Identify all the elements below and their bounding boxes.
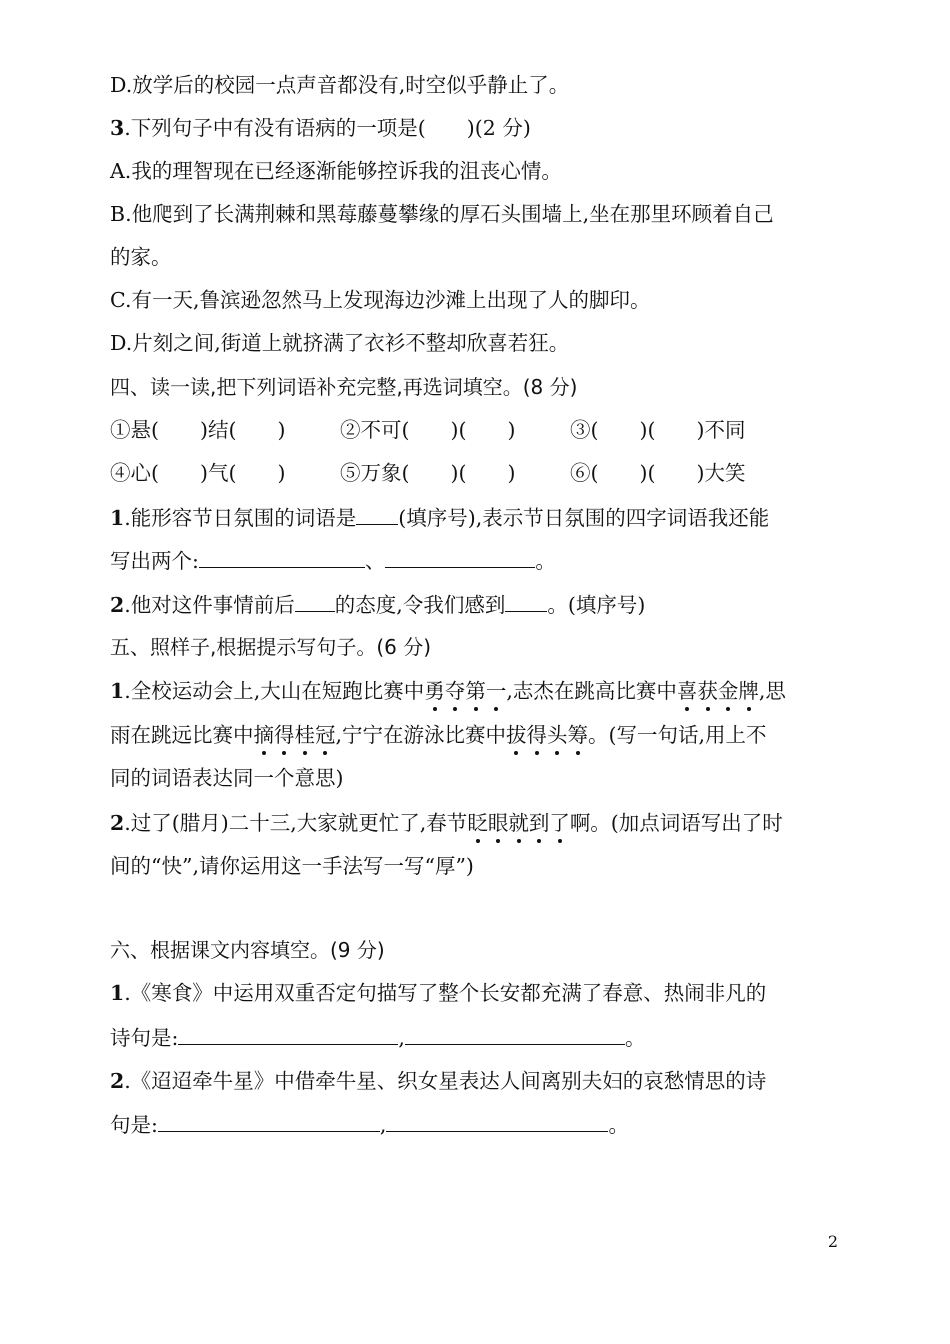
dotted-char: 勇 xyxy=(424,676,445,706)
word-item-3: ③( )( )不同 xyxy=(570,418,746,442)
s5-q1-text: 。(写一句话,用上不 xyxy=(588,723,767,747)
section4-heading: 四、读一读,把下列词语补充完整,再选词填空。(8 分) xyxy=(110,375,578,399)
s5-q1-text: ,思 xyxy=(758,679,786,703)
s6-q2-line2 xyxy=(110,1109,629,1140)
s6-q1-line1 xyxy=(110,978,766,1008)
s4-q1-number: 1 xyxy=(110,506,125,530)
dotted-char: 得 xyxy=(274,720,295,750)
s6-q1-number: 1 xyxy=(110,981,125,1005)
word-item-5: ⑤万象( )( ) xyxy=(340,461,516,485)
s5-q1-number: 1 xyxy=(110,679,125,703)
s4-q2-number: 2 xyxy=(110,593,125,617)
dotted-char: 第 xyxy=(465,676,486,706)
dotted-char: 摘 xyxy=(254,720,275,750)
dotted-char: 头 xyxy=(547,720,568,750)
s6-q1-text: 。 xyxy=(624,1026,646,1050)
s6-q2-text: 句是: xyxy=(110,1113,158,1137)
dotted-char: 牌 xyxy=(738,676,759,706)
s6-q1-line2 xyxy=(110,1022,645,1053)
q3-option-d: D.片刻之间,街道上就挤满了衣衫不整却欣喜若狂。 xyxy=(110,331,570,355)
s4-q1-text-e: 。 xyxy=(535,549,556,573)
s5-q1-text: .全校运动会上,大山在短跑比赛中 xyxy=(124,679,425,703)
fill-blank[interactable] xyxy=(356,502,398,525)
word-item-4: ④心( )气( ) xyxy=(110,461,286,485)
word-item-2: ②不可( )( ) xyxy=(340,418,516,442)
s5-q1-text: ,宁宁在游泳比赛中 xyxy=(335,723,507,747)
fill-blank[interactable] xyxy=(385,545,535,568)
dotted-char: 金 xyxy=(718,676,739,706)
dotted-char: 了 xyxy=(549,808,570,838)
dotted-char: 桂 xyxy=(295,720,316,750)
s4-q1-text-c: 写出两个: xyxy=(110,549,199,573)
s5-q1-line2 xyxy=(110,720,767,750)
fill-blank[interactable] xyxy=(199,545,365,568)
s5-q2-text: .过了(腊月)二十三,大家就更忙了,春节 xyxy=(124,811,468,835)
s5-q1-line3: 同的词语表达同一个意思) xyxy=(110,766,344,790)
s6-q2-line1 xyxy=(110,1066,766,1096)
s5-q2-number: 2 xyxy=(110,811,125,835)
dotted-char: 眨 xyxy=(467,808,488,838)
s4-q2-text-c: 。(填序号) xyxy=(547,593,646,617)
s6-q1-text: .《寒食》中运用双重否定句描写了整个长安都充满了春意、热闹非凡的 xyxy=(124,981,767,1005)
dotted-char: 就 xyxy=(508,808,529,838)
fill-blank[interactable] xyxy=(386,1109,608,1132)
s4-q1-line1 xyxy=(110,502,769,533)
s6-q2-text: , xyxy=(379,1113,387,1137)
dotted-char: 获 xyxy=(697,676,718,706)
s6-q1-text: 诗句是: xyxy=(110,1026,179,1050)
s6-q2-text: .《迢迢牵牛星》中借牵牛星、织女星表达人间离别夫妇的哀愁情思的诗 xyxy=(124,1069,767,1093)
fill-blank[interactable] xyxy=(178,1022,398,1045)
q3-option-a: A.我的理智现在已经逐渐能够控诉我的沮丧心情。 xyxy=(110,159,562,183)
q3-option-c: C.有一天,鲁滨逊忽然马上发现海边沙滩上出现了人的脚印。 xyxy=(110,288,651,312)
s4-q1-text-d: 、 xyxy=(364,549,386,573)
s6-q2-number: 2 xyxy=(110,1069,125,1093)
s5-q1-text: 雨在跳远比赛中 xyxy=(110,723,254,747)
s4-q2-text-b: 的态度,令我们感到 xyxy=(334,593,506,617)
fill-blank[interactable] xyxy=(158,1109,380,1132)
word-item-6: ⑥( )( )大笑 xyxy=(570,461,746,485)
word-item-1: ①悬( )结( ) xyxy=(110,418,286,442)
dotted-char: 一 xyxy=(486,676,507,706)
dotted-char: 冠 xyxy=(315,720,336,750)
fill-blank[interactable] xyxy=(295,589,335,612)
dotted-char: 到 xyxy=(529,808,550,838)
dotted-char: 筹 xyxy=(568,720,589,750)
q3-number: 3 xyxy=(110,116,125,140)
s6-q1-text: , xyxy=(398,1026,405,1050)
section5-heading: 五、照样子,根据提示写句子。(6 分) xyxy=(110,635,432,659)
s5-q2-line2: 间的“快”,请你运用这一手法写一写“厚”) xyxy=(110,854,474,878)
s5-q1-text: ,志杰在跳高比赛中 xyxy=(506,679,677,703)
q3-option-b-line1: B.他爬到了长满荆棘和黑莓藤蔓攀缘的厚石头围墙上,坐在那里环顾着自己 xyxy=(110,202,774,226)
q2-option-d: D.放学后的校园一点声音都没有,时空似乎静止了。 xyxy=(110,73,570,97)
dotted-char: 眼 xyxy=(488,808,509,838)
dotted-char: 夺 xyxy=(445,676,466,706)
q3-stem xyxy=(110,113,531,143)
dotted-char: 喜 xyxy=(677,676,698,706)
dotted-char: 得 xyxy=(527,720,548,750)
s4-q1-text-b: (填序号),表示节日氛围的四字词语我还能 xyxy=(398,506,770,530)
dotted-char: 拔 xyxy=(506,720,527,750)
fill-blank[interactable] xyxy=(505,589,547,612)
s5-q2-text: 啊。(加点词语写出了时 xyxy=(569,811,783,835)
s4-q2-text-a: .他对这件事情前后 xyxy=(124,593,295,617)
s4-q2-line xyxy=(110,589,645,620)
q3-option-b-line2: 的家。 xyxy=(110,245,172,269)
s4-q1-line2 xyxy=(110,545,556,576)
section6-heading: 六、根据课文内容填空。(9 分) xyxy=(110,938,385,962)
s5-q1-line1 xyxy=(110,676,786,706)
fill-blank[interactable] xyxy=(405,1022,625,1045)
q3-stem-text: .下列句子中有没有语病的一项是( )(2 分) xyxy=(124,116,531,140)
s4-q1-text-a: .能形容节日氛围的词语是 xyxy=(124,506,357,530)
s6-q2-text: 。 xyxy=(608,1113,629,1137)
page-number: 2 xyxy=(827,1232,838,1251)
s5-q2-line1 xyxy=(110,808,783,838)
